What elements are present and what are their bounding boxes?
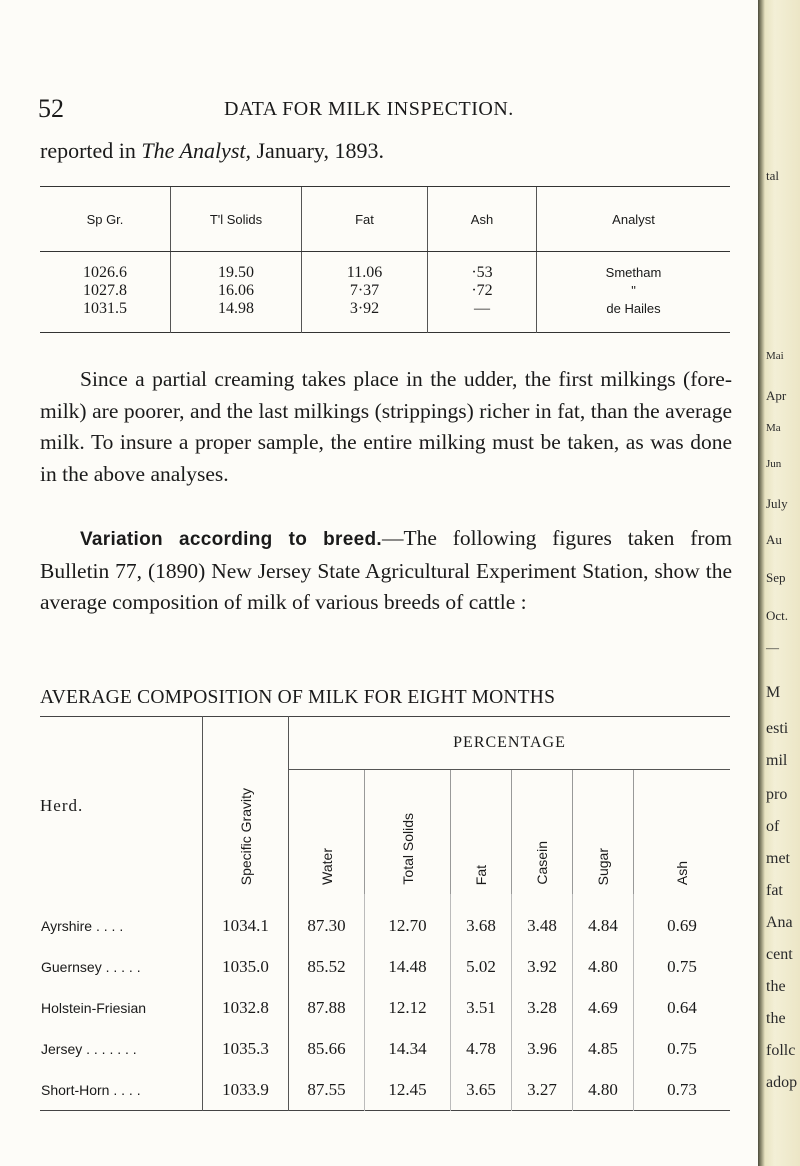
sugar: 4.69 [573, 987, 634, 1028]
table-row [40, 894, 730, 946]
specific-gravity: 1034.1 [203, 894, 289, 946]
cell: 16.06 [218, 282, 254, 299]
specific-gravity: 1035.0 [203, 946, 289, 987]
margin-fragment: pro [766, 786, 788, 803]
col-header-total-solids [365, 770, 451, 895]
margin-fragment: Apr [766, 388, 787, 403]
margin-fragment: adop [766, 1074, 798, 1091]
col-header-fat [451, 770, 512, 895]
col-label: Casein [534, 841, 550, 885]
margin-fragment: Ma [766, 422, 781, 434]
herd-name: Holstein-Friesian [41, 999, 147, 1016]
ash: 0.75 [634, 946, 731, 987]
casein: 3.96 [512, 1028, 573, 1069]
col-label: Total Solids [399, 813, 416, 885]
table-row [40, 946, 730, 987]
page-number: 52 [38, 94, 64, 123]
ash: 0.75 [634, 1028, 731, 1069]
margin-fragment: Au [766, 532, 782, 547]
ash: 0.64 [634, 987, 731, 1028]
fat: 3.51 [451, 987, 512, 1028]
intro-date: January, 1893. [256, 138, 384, 163]
analyses-col-ash [428, 252, 537, 333]
running-header [38, 94, 728, 124]
table-caption: AVERAGE COMPOSITION OF MILK FOR EIGHT MONTHS [40, 687, 556, 708]
col-header-water [289, 770, 365, 895]
margin-fragment: Sep [766, 570, 786, 585]
analyses-body [40, 252, 730, 333]
margin-fragment: follc [766, 1042, 796, 1059]
water: 87.30 [307, 915, 346, 935]
col-label: Fat [473, 864, 489, 885]
col-header-sp-gr: Sp Gr. [40, 187, 171, 252]
specific-gravity: 1032.8 [203, 987, 289, 1028]
sugar: 4.85 [573, 1028, 634, 1069]
col-header-sugar [573, 770, 634, 895]
cell: — [474, 300, 490, 317]
table-row [40, 1069, 730, 1111]
col-header-casein [512, 770, 573, 895]
facing-page-edge [758, 0, 800, 1166]
margin-fragment: of [766, 818, 780, 835]
margin-fragment: fat [766, 882, 783, 899]
margin-fragment: the [766, 1010, 786, 1027]
fat: 5.02 [451, 946, 512, 987]
cell: 1027.8 [83, 282, 127, 299]
fat: 4.78 [451, 1028, 512, 1069]
intro-line [40, 138, 384, 164]
cell: 7·37 [349, 282, 380, 299]
cell: 1031.5 [83, 300, 127, 317]
herd-name: Short-Horn . . . . [41, 1081, 141, 1098]
cell: Smetham [605, 265, 662, 280]
water: 87.88 [307, 997, 346, 1017]
margin-fragment: cent [766, 946, 793, 963]
sugar: 4.80 [573, 946, 634, 987]
total-solids: 12.12 [365, 987, 451, 1028]
total-solids: 14.48 [365, 946, 451, 987]
water: 85.52 [307, 956, 346, 976]
col-header-fat: Fat [302, 187, 428, 252]
herd-header: Herd. [40, 795, 84, 815]
analyses-col-analyst [537, 252, 731, 333]
breed-composition-table [40, 716, 730, 1111]
margin-fragment: mil [766, 752, 788, 769]
herd-name: Jersey . . . . . . . [41, 1040, 137, 1057]
analyses-col-total-solids [171, 252, 302, 333]
herd-name: Ayrshire . . . . [41, 917, 124, 934]
col-header-ash: Ash [428, 187, 537, 252]
specific-gravity: 1033.9 [203, 1069, 289, 1111]
col-header-total-solids: T'l Solids [171, 187, 302, 252]
margin-fragment: Mai [766, 350, 784, 362]
col-label: Ash [674, 860, 690, 885]
percentage-header: PERCENTAGE [289, 717, 731, 770]
total-solids: 12.70 [365, 894, 451, 946]
margin-fragment: Ana [766, 914, 793, 931]
table-row [40, 987, 730, 1028]
paragraph-text: —The following figures taken from Bulletin 77, (1890) New Jersey State Agricultural Experiment Station, show the average composition of milk of various breeds of cattle : [40, 526, 732, 614]
cell: 1026.6 [83, 264, 127, 281]
casein: 3.48 [512, 894, 573, 946]
sg-header-label: Specific Gravity [237, 787, 254, 885]
cell: ·72 [471, 282, 493, 299]
intro-source: The Analyst, [141, 138, 251, 163]
col-label: Sugar [595, 847, 611, 885]
margin-fragment: esti [766, 720, 789, 737]
running-title: DATA FOR MILK INSPECTION. [224, 98, 514, 120]
herd-name: Guernsey . . . . . [41, 958, 141, 975]
fat: 3.68 [451, 894, 512, 946]
margin-fragment: — [766, 640, 779, 655]
fat: 3.65 [451, 1069, 512, 1111]
water: 87.55 [307, 1079, 346, 1099]
intro-prefix: reported in [40, 138, 136, 163]
margin-fragment: tal [766, 168, 779, 183]
cell: " [631, 283, 636, 298]
cell: 14.98 [218, 300, 254, 317]
casein: 3.92 [512, 946, 573, 987]
table-row [40, 1028, 730, 1069]
cell: 3·92 [349, 300, 380, 317]
paragraph-creaming: Since a partial creaming takes place in the udder, the first milkings (fore-milk) are poorer, and the last milkings (strippings) richer in fat, than the average milk. To insure a proper sample, the entire milking must be taken, as was done in the above analyses. [40, 367, 732, 486]
specific-gravity: 1035.3 [203, 1028, 289, 1069]
ash: 0.73 [634, 1069, 731, 1111]
cell: ·53 [471, 264, 493, 281]
sugar: 4.84 [573, 894, 634, 946]
casein: 3.27 [512, 1069, 573, 1111]
analyses-header-row [40, 187, 730, 252]
margin-fragment: M [766, 684, 781, 701]
total-solids: 12.45 [365, 1069, 451, 1111]
margin-fragment: the [766, 978, 786, 995]
section-heading: Variation according to breed. [80, 529, 382, 550]
paragraph-breed-variation [40, 523, 732, 619]
sugar: 4.80 [573, 1069, 634, 1111]
margin-fragment: Oct. [766, 608, 789, 623]
margin-fragment: met [766, 850, 790, 867]
analyses-col-fat [302, 252, 428, 333]
specific-gravity-header [203, 717, 289, 895]
col-header-analyst: Analyst [537, 187, 731, 252]
col-header-ash [634, 770, 731, 895]
total-solids: 14.34 [365, 1028, 451, 1069]
casein: 3.28 [512, 987, 573, 1028]
cell: 11.06 [346, 264, 383, 281]
water: 85.66 [307, 1038, 346, 1058]
analyses-col-sp-gr [40, 252, 171, 333]
margin-fragment: Jun [766, 458, 782, 470]
cell: 19.50 [218, 264, 254, 281]
col-label: Water [318, 848, 335, 885]
margin-fragment: July [766, 496, 788, 511]
ash: 0.69 [634, 894, 731, 946]
cell: de Hailes [606, 301, 661, 316]
analyses-table [40, 186, 730, 333]
